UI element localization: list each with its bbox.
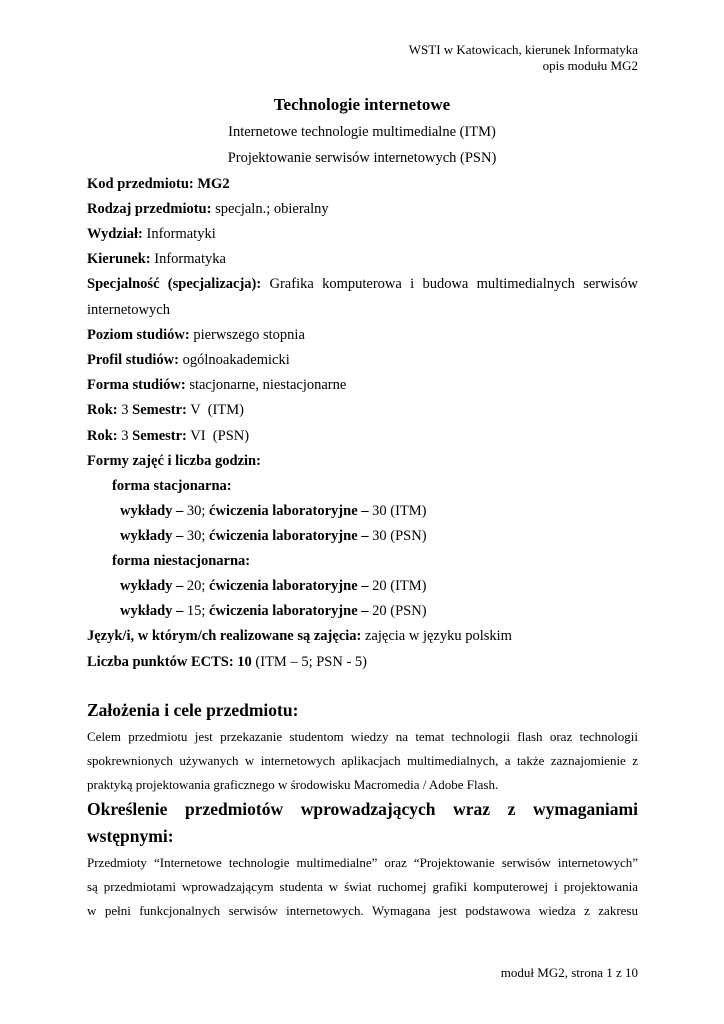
section-wymagania-heading: Określenie przedmiotów wprowadzających wraz z wymaganiami <box>87 799 638 819</box>
field-specjalnosc-cont: internetowych <box>87 302 170 318</box>
cwiczenia-label: ćwiczenia laboratoryjne – <box>209 503 369 519</box>
wyklady-value: 15; <box>183 603 210 619</box>
field-value: pierwszego stopnia <box>189 327 305 343</box>
subtitle-psn: Projektowanie serwisów internetowych (PSN) <box>227 150 497 166</box>
field-value: specjaln.; obieralny <box>211 201 329 217</box>
wyklady-value: 30; <box>183 528 210 544</box>
field-value: Grafika komputerowa i budowa multimedialnych serwisów <box>261 276 638 292</box>
field-value: zajęcia w języku polskim <box>361 628 512 644</box>
field-value: Informatyka <box>150 251 226 267</box>
rok-value: 3 <box>117 402 133 418</box>
field-wydzial <box>87 226 638 243</box>
cwiczenia-value: 20 (PSN) <box>368 603 427 619</box>
section-wymagania-line-2: są przedmiotami wprowadzającym studenta w świat ruchomej grafiki komputerowej i projektowania <box>87 879 638 894</box>
field-poziom <box>87 327 638 344</box>
field-specjalnosc <box>87 276 638 293</box>
forma-niestacjonarna-label: forma niestacjonarna: <box>112 553 251 569</box>
field-value: Informatyki <box>142 226 216 242</box>
subtitle-itm: Internetowe technologie multimedialne (ITM) <box>228 124 496 140</box>
field-forma <box>87 377 638 394</box>
stacjonarna-row-psn <box>120 528 671 545</box>
cwiczenia-label: ćwiczenia laboratoryjne – <box>209 578 369 594</box>
field-kierunek <box>87 251 638 268</box>
section-wymagania-line-1: Przedmioty “Internetowe technologie multimedialne” oraz “Projektowanie serwisów internetowych” <box>87 855 638 870</box>
niestacjonarna-row-psn <box>120 603 671 620</box>
field-label: Liczba punktów ECTS: 10 <box>87 654 252 670</box>
semestr-value: VI (PSN) <box>186 428 250 444</box>
section-cele-line-3: praktyką projektowania graficznego w środowisku Macromedia / Adobe Flash. <box>87 777 499 792</box>
field-kod <box>87 176 638 193</box>
wyklady-value: 20; <box>183 578 210 594</box>
field-rodzaj <box>87 201 638 218</box>
cwiczenia-value: 30 (PSN) <box>368 528 427 544</box>
section-wymagania-line-3: w pełni funkcjonalnych serwisów internetowych. Wymagana jest podstawowa wiedza z zakresu <box>87 903 638 918</box>
field-rok-psn <box>87 428 638 445</box>
rok-label: Rok: <box>87 402 118 418</box>
wyklady-label: wykłady – <box>120 528 184 544</box>
field-ects <box>87 654 638 671</box>
field-value: (ITM – 5; PSN - 5) <box>251 654 367 670</box>
wyklady-value: 30; <box>183 503 210 519</box>
field-label: Specjalność (specjalizacja): <box>87 276 262 292</box>
semestr-label: Semestr: <box>132 428 187 444</box>
field-value: stacjonarne, niestacjonarne <box>185 377 347 393</box>
cwiczenia-label: ćwiczenia laboratoryjne – <box>209 603 369 619</box>
field-label: Poziom studiów: <box>87 327 190 343</box>
semestr-label: Semestr: <box>132 402 187 418</box>
field-label: Kierunek: <box>87 251 151 267</box>
field-jezyk <box>87 628 638 645</box>
forma-stacjonarna-label: forma stacjonarna: <box>112 478 232 494</box>
wyklady-label: wykłady – <box>120 603 184 619</box>
section-wymagania-heading-cont: wstępnymi: <box>87 826 174 846</box>
header-institution: WSTI w Katowicach, kierunek Informatyka <box>408 42 638 57</box>
field-label: Forma studiów: <box>87 377 186 393</box>
field-label: Profil studiów: <box>87 352 179 368</box>
document-title: Technologie internetowe <box>273 95 451 114</box>
field-label: Kod przedmiotu: MG2 <box>87 176 230 192</box>
cwiczenia-value: 30 (ITM) <box>368 503 427 519</box>
section-cele-line-1: Celem przedmiotu jest przekazanie studentom wiedzy na temat technologii flash oraz technologii <box>87 729 638 744</box>
section-cele-line-2: spokrewnionych używanych w internetowych aplikacjach multimedialnych, a także zaznajomienie z <box>87 753 638 768</box>
section-cele-heading: Założenia i cele przedmiotu: <box>87 700 299 720</box>
cwiczenia-value: 20 (ITM) <box>368 578 427 594</box>
field-label: Wydział: <box>87 226 143 242</box>
field-label: Język/i, w którym/ch realizowane są zajęcia: <box>87 628 362 644</box>
header-module: opis modułu MG2 <box>542 58 638 73</box>
niestacjonarna-row-itm <box>120 578 671 595</box>
rok-value: 3 <box>117 428 133 444</box>
cwiczenia-label: ćwiczenia laboratoryjne – <box>209 528 369 544</box>
stacjonarna-row-itm <box>120 503 671 520</box>
formy-label: Formy zajęć i liczba godzin: <box>87 453 261 469</box>
field-rok-itm <box>87 402 638 419</box>
semestr-value: V (ITM) <box>186 402 244 418</box>
field-profil <box>87 352 638 369</box>
field-value: ogólnoakademicki <box>178 352 290 368</box>
field-label: Rodzaj przedmiotu: <box>87 201 212 217</box>
wyklady-label: wykłady – <box>120 503 184 519</box>
wyklady-label: wykłady – <box>120 578 184 594</box>
page-footer: moduł MG2, strona 1 z 10 <box>500 965 638 980</box>
rok-label: Rok: <box>87 428 118 444</box>
